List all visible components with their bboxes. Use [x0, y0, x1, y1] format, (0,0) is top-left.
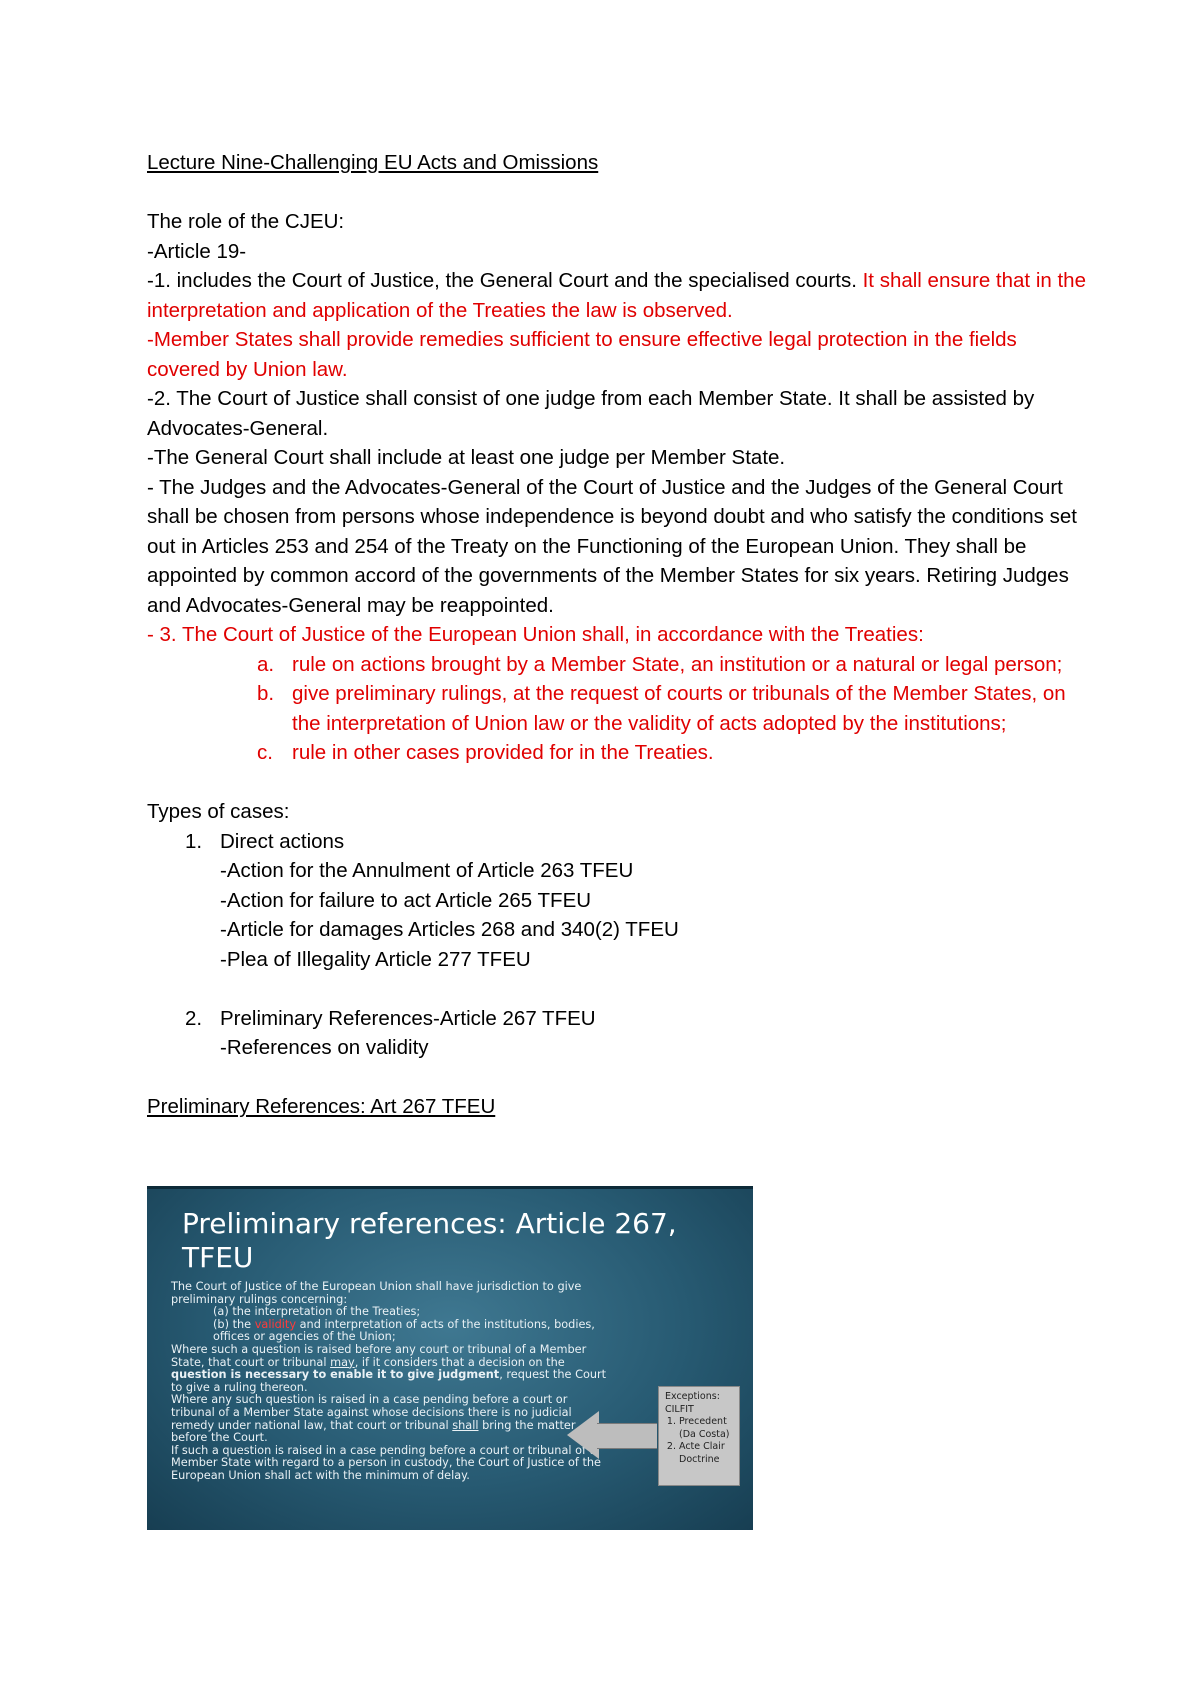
list-item-text: Direct actions — [220, 829, 345, 853]
paragraph-2: -Member States shall provide remedies sufficient to ensure effective legal protection in the fields covered by Union law. — [147, 328, 1017, 381]
sub-item: -References on validity — [220, 1036, 429, 1059]
callout-item: 1. Precedent (Da Costa) — [679, 1416, 735, 1441]
slide-paragraph-3 — [171, 1394, 611, 1444]
slide-p2-text: Where such a question is raised before any court or tribunal of a Member State, that court or tribunal — [171, 1342, 587, 1369]
slide-item-b-prefix: (b) the — [213, 1317, 255, 1331]
paragraph-1 — [147, 266, 1087, 325]
slide-item-a: (a) the interpretation of the Treaties; — [213, 1305, 421, 1319]
callout-item: 2. Acte Clair Doctrine — [679, 1441, 735, 1466]
arrow-shaft — [597, 1423, 657, 1449]
exceptions-callout — [658, 1386, 740, 1486]
callout-list — [665, 1416, 735, 1466]
list-marker: c. — [257, 741, 273, 764]
types-heading: Types of cases: — [147, 800, 290, 823]
slide-paragraph-2 — [171, 1344, 611, 1394]
slide-p3-text: Where any such question is raised in a case pending before a court or tribunal of a Member State against whose decisions there is no judicial remedy under national law, that court or tribunal — [171, 1393, 572, 1432]
slide-p2-mid: , if it considers that a decision on the — [354, 1355, 565, 1369]
spacer — [147, 1063, 1087, 1093]
slide-image — [147, 1186, 753, 1530]
sub-item: -Article for damages Articles 268 and 340(2) TFEU — [220, 918, 679, 941]
list-marker: b. — [257, 682, 275, 705]
prelim-heading: Preliminary References: Art 267 TFEU — [147, 1095, 496, 1118]
slide-paragraph-4: If such a question is raised in a case pending before a court or tribunal of a Member State with regard to a person in custody, the Court of Justice of the European Union shall act with the minimum of delay. — [171, 1443, 601, 1482]
spacer — [147, 768, 1087, 798]
slide-validity-highlight: validity — [254, 1317, 297, 1331]
paragraph-4: -The General Court shall include at least one judge per Member State. — [147, 446, 786, 469]
slide-p2-end: , request the Court to give a ruling thereon. — [171, 1368, 607, 1394]
slide-intro: The Court of Justice of the European Union shall have jurisdiction to give preliminary rulings concerning: — [171, 1280, 582, 1306]
slide-p2-bold: question is necessary to enable it to give judgment — [171, 1368, 500, 1382]
list-item-text: give preliminary rulings, at the request of courts or tribunals of the Member States, on the interpretation of Union law or the validity of acts adopted by the institutions; — [292, 682, 1066, 735]
paragraph-1-highlight: It shall ensure that in the interpretation and application of the Treaties the law is observed. — [147, 269, 1086, 322]
list-item-text: Preliminary References-Article 267 TFEU — [220, 1006, 596, 1030]
left-arrow-icon — [567, 1411, 599, 1459]
page-title: Lecture Nine-Challenging EU Acts and Omissions — [147, 151, 599, 174]
list-item-text: rule on actions brought by a Member State, an institution or a natural or legal person; — [292, 652, 1063, 676]
slide-may-underline: may — [330, 1355, 355, 1369]
slide-shall-underline: shall — [452, 1418, 479, 1432]
paragraph-6: - 3. The Court of Justice of the European Union shall, in accordance with the Treaties: — [147, 623, 924, 646]
slide-item-b-suffix: and interpretation of acts of the institutions, bodies, offices or agencies of the Union; — [213, 1317, 595, 1344]
sub-item: -Action for the Annulment of Article 263 TFEU — [220, 859, 634, 882]
alpha-list-item — [147, 738, 1087, 768]
sub-item: -Action for failure to act Article 265 TFEU — [220, 888, 592, 912]
numbered-list-item — [147, 1004, 1087, 1034]
slide-p3-end: bring the matter before the Court. — [171, 1418, 576, 1445]
list-marker: a. — [257, 652, 275, 676]
list-item-text: rule in other cases provided for in the Treaties. — [292, 741, 714, 764]
paragraph-1-text: -1. includes the Court of Justice, the General Court and the specialised courts. — [147, 269, 863, 292]
article-label: -Article 19- — [147, 239, 247, 263]
alpha-list-item — [147, 650, 1087, 680]
list-marker: 2. — [185, 1006, 203, 1030]
document-body — [147, 148, 1087, 1122]
numbered-list-item — [147, 827, 1087, 857]
callout-title: Exceptions: CILFIT — [665, 1391, 720, 1415]
spacer — [147, 974, 1087, 1004]
paragraph-5: - The Judges and the Advocates-General of the Court of Justice and the Judges of the General Court shall be chosen from persons whose independence is beyond doubt and who satisfy the conditions set out in Articles 253 and 254 of the Treaty on the Functioning of the European Union. They shall be appointed by common accord of the governments of the Member States for six years. Retiring Judges and Advocates-General may be reappointed. — [147, 475, 1077, 617]
sub-item: -Plea of Illegality Article 277 TFEU — [220, 947, 531, 971]
paragraph-3: -2. The Court of Justice shall consist of one judge from each Member State. It shall be assisted by Advocates-General. — [147, 387, 1035, 440]
slide-title: Preliminary references: Article 267, TFEU — [182, 1207, 677, 1274]
role-heading: The role of the CJEU: — [147, 210, 345, 233]
alpha-list-item — [147, 679, 1087, 738]
slide-item-b — [171, 1319, 611, 1344]
list-marker: 1. — [185, 829, 203, 853]
slide-body — [171, 1281, 611, 1483]
